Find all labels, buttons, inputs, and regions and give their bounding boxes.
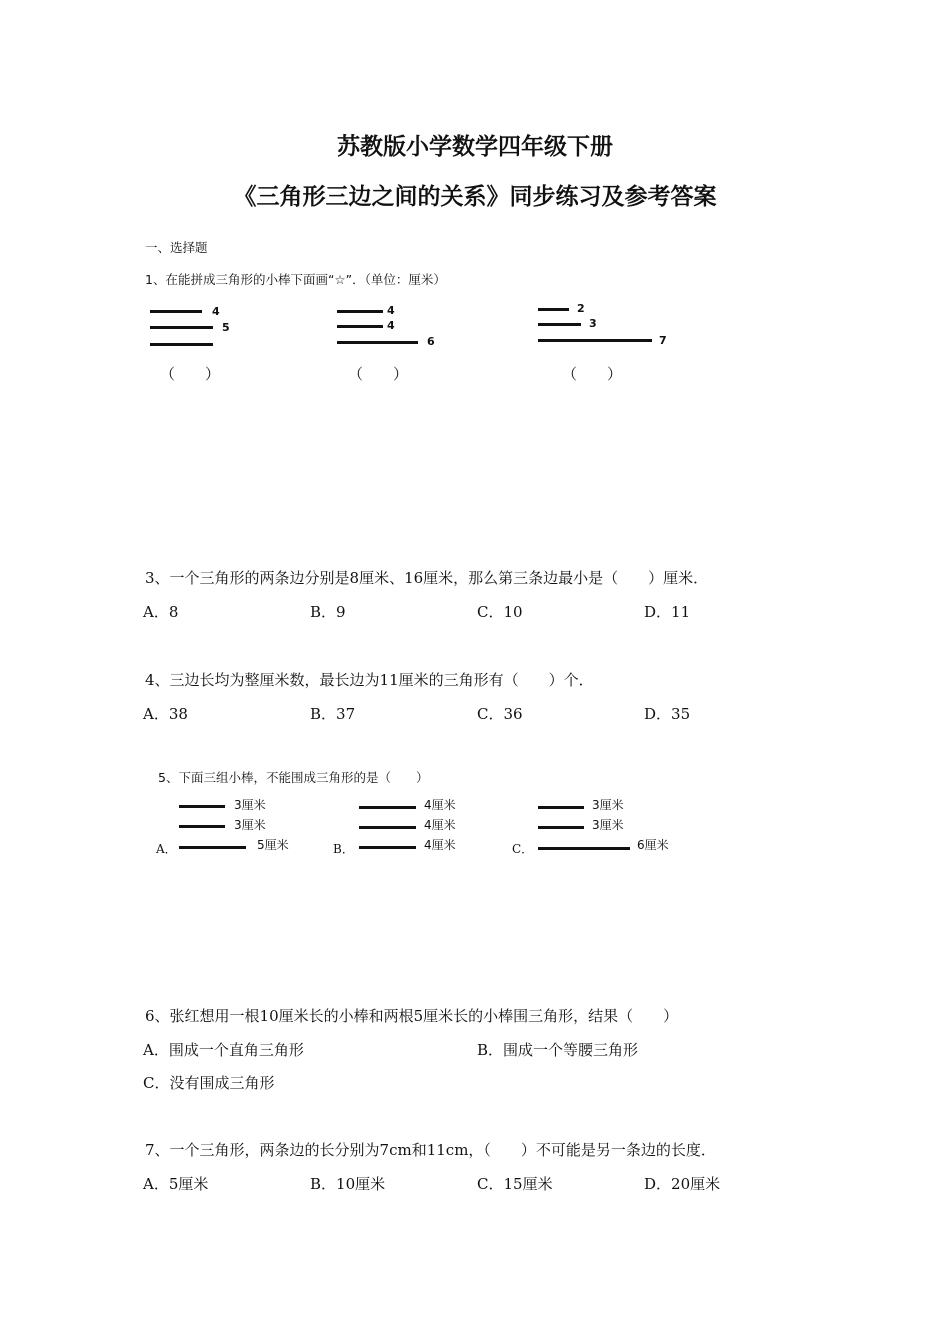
stick-label: 3 xyxy=(589,317,597,330)
q7-option-c[interactable]: C．15厘米 xyxy=(477,1175,553,1193)
q4-text: 4、三边长均为整厘米数，最长边为11厘米的三角形有（ ）个． xyxy=(145,671,594,689)
stick xyxy=(150,326,213,329)
stick-label: 4 xyxy=(387,304,395,317)
q3-text: 3、一个三角形的两条边分别是8厘米、16厘米，那么第三条边最小是（ ）厘米． xyxy=(145,569,709,587)
stick xyxy=(179,805,225,808)
q5-option-c-letter: C． xyxy=(512,842,534,856)
q3-option-d[interactable]: D．11 xyxy=(644,603,691,621)
stick xyxy=(538,308,569,311)
section-heading: 一、选择题 xyxy=(145,240,208,255)
stick xyxy=(359,846,416,849)
page-title-line1: 苏教版小学数学四年级下册 xyxy=(337,134,613,160)
stick-label: 3厘米 xyxy=(592,818,624,832)
stick xyxy=(538,847,630,850)
stick-label: 4 xyxy=(212,305,220,318)
stick xyxy=(538,339,652,342)
q4-option-b[interactable]: B．37 xyxy=(310,705,356,723)
q1-answer-blank[interactable]: （ ） xyxy=(160,365,221,383)
q7-option-d[interactable]: D．20厘米 xyxy=(644,1175,721,1193)
q7-option-a[interactable]: A．5厘米 xyxy=(143,1175,209,1193)
stick xyxy=(359,806,416,809)
q1-answer-blank[interactable]: （ ） xyxy=(348,365,409,383)
stick-label: 3厘米 xyxy=(234,798,266,812)
stick xyxy=(179,825,225,828)
q3-option-b[interactable]: B．9 xyxy=(310,603,346,621)
stick-label: 4厘米 xyxy=(424,818,456,832)
stick-label: 4 xyxy=(387,319,395,332)
stick xyxy=(359,826,416,829)
stick xyxy=(337,341,418,344)
stick-label: 7 xyxy=(659,334,667,347)
stick-label: 5厘米 xyxy=(257,838,289,852)
stick-label: 6厘米 xyxy=(637,838,669,852)
stick xyxy=(538,826,584,829)
q4-option-a[interactable]: A．38 xyxy=(143,705,188,723)
stick-label: 3厘米 xyxy=(592,798,624,812)
q4-option-d[interactable]: D．35 xyxy=(644,705,691,723)
stick xyxy=(150,310,202,313)
q6-option-b[interactable]: B．围成一个等腰三角形 xyxy=(477,1041,639,1059)
stick-label: 4厘米 xyxy=(424,798,456,812)
q6-option-a[interactable]: A．围成一个直角三角形 xyxy=(143,1041,304,1059)
q6-text: 6、张红想用一根10厘米长的小棒和两根5厘米长的小棒围三角形，结果（ ） xyxy=(145,1007,679,1025)
stick xyxy=(337,310,383,313)
q3-option-c[interactable]: C．10 xyxy=(477,603,523,621)
q5-option-b-letter: B． xyxy=(333,842,354,856)
stick-label: 4厘米 xyxy=(424,838,456,852)
stick-label: 6 xyxy=(427,335,435,348)
stick xyxy=(538,323,581,326)
q6-option-c[interactable]: C．没有围成三角形 xyxy=(143,1074,275,1092)
q7-option-b[interactable]: B．10厘米 xyxy=(310,1175,386,1193)
page-title-line2: 《三角形三边之间的关系》同步练习及参考答案 xyxy=(233,184,717,210)
stick-label: 5 xyxy=(222,321,230,334)
stick xyxy=(538,806,584,809)
q1-text: 1、在能拼成三角形的小棒下面画“☆”．（单位：厘米） xyxy=(145,272,446,287)
stick-label: 2 xyxy=(577,302,585,315)
q3-option-a[interactable]: A．8 xyxy=(143,603,179,621)
q4-option-c[interactable]: C．36 xyxy=(477,705,523,723)
stick xyxy=(337,325,383,328)
stick xyxy=(179,846,246,849)
q5-text: 5、下面三组小棒，不能围成三角形的是（ ） xyxy=(158,770,429,785)
q7-text: 7、一个三角形，两条边的长分别为7cm和11cm，（ ）不可能是另一条边的长度． xyxy=(145,1141,716,1159)
stick xyxy=(150,343,213,346)
q1-answer-blank[interactable]: （ ） xyxy=(562,365,623,383)
q5-option-a-letter: A． xyxy=(156,842,177,856)
stick-label: 3厘米 xyxy=(234,818,266,832)
